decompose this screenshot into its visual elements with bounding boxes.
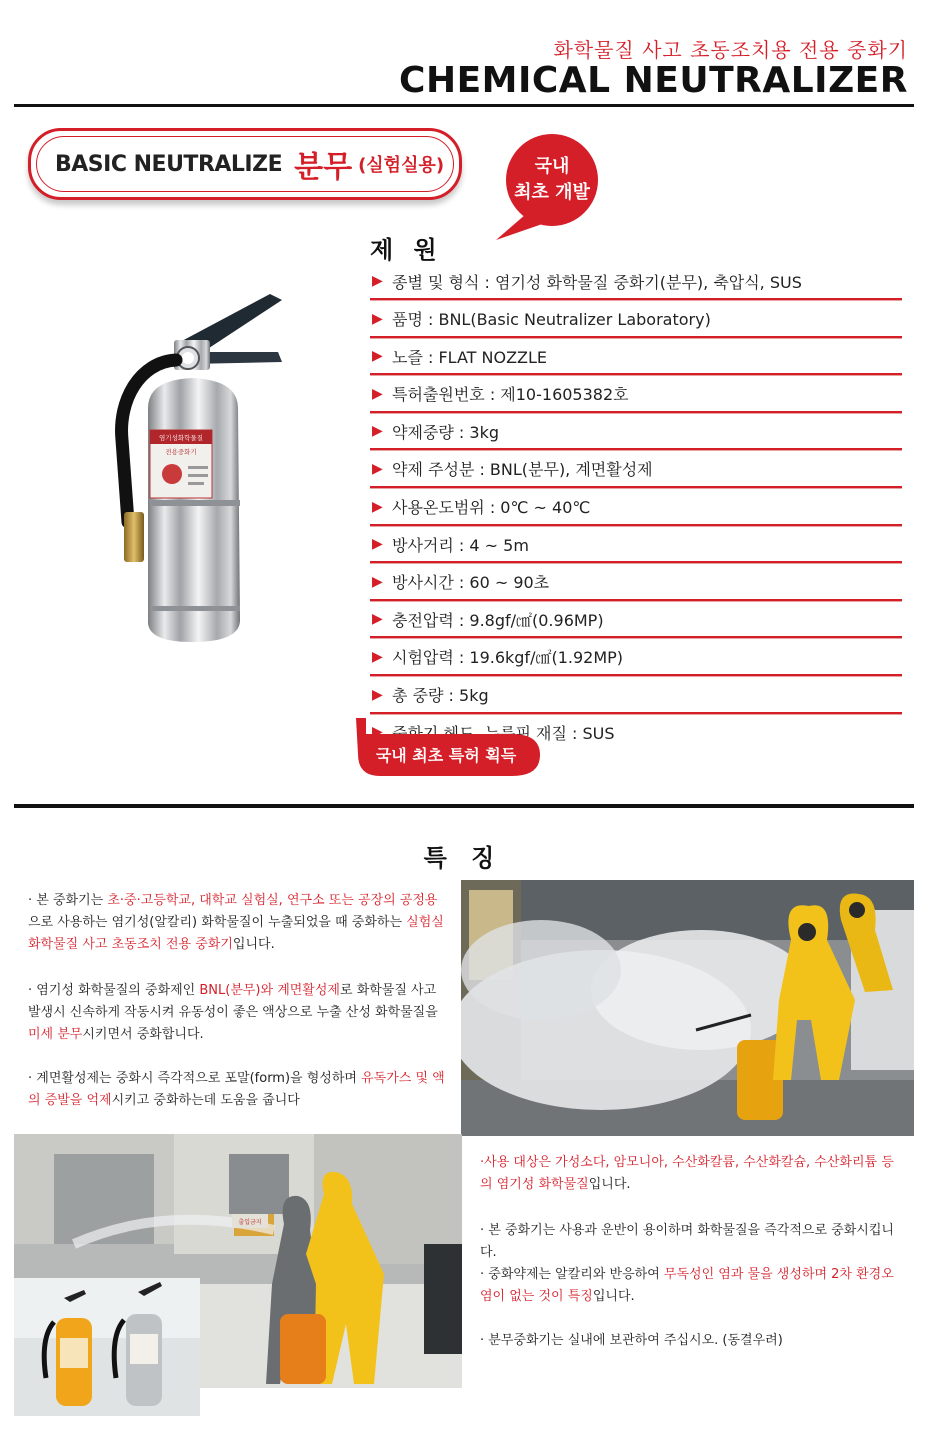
patent-ribbon-text: 국내 최초 특허 획득	[375, 746, 517, 765]
bullet-triangle-icon: ▶	[372, 348, 383, 365]
label-line1: 염기성화학물질	[159, 434, 203, 442]
spec-text: 약제중량 : 3kg	[392, 422, 499, 442]
spec-text: 품명 : BNL(Basic Neutralizer Laboratory)	[392, 310, 711, 330]
spec-heading: 제 원	[370, 236, 443, 264]
bullet-triangle-icon: ▶	[372, 648, 383, 665]
extinguisher-image	[110, 290, 290, 670]
spec-row	[370, 377, 902, 413]
spec-text: 사용온도범위 : 0℃ ~ 40℃	[392, 498, 591, 518]
spec-row	[370, 640, 902, 676]
spec-list	[370, 264, 902, 751]
feature-paragraph-3: · 계면활성제는 중화시 즉각적으로 포말(form)을 형성하며 유독가스 및 액의 증발을 억제시키고 중화하는데 도움을 줍니다	[28, 1071, 445, 1108]
spec-row	[370, 452, 902, 488]
bubble-line2: 최초 개발	[514, 182, 590, 203]
demo-photo-1	[461, 880, 914, 1136]
feature-paragraph-1: · 본 중화기는 초·중·고등학교, 대학교 실험실, 연구소 또는 공장의 공정용으로 사용하는 염기성(알칼리) 화학물질이 누출되었을 때 중화하는 실험실 화학물질 사고 초동조치 전용 중화기입니다.	[28, 893, 444, 952]
badge-paren: (실험실용)	[358, 155, 445, 176]
bullet-triangle-icon: ▶	[372, 273, 383, 289]
bullet-triangle-icon: ▶	[372, 460, 383, 477]
bullet-triangle-icon: ▶	[372, 724, 383, 741]
first-developed-bubble	[496, 134, 608, 242]
bullet-triangle-icon: ▶	[372, 573, 383, 590]
header-subtitle: 화학물질 사고 초동조치용 전용 중화기	[553, 38, 908, 62]
badge-korean: 분무	[294, 150, 353, 185]
spec-row	[370, 678, 902, 714]
spec-text: 방사시간 : 60 ~ 90초	[392, 573, 550, 593]
feature-paragraph-5: · 본 중화기는 사용과 운반이 용이하며 화학물질을 즉각적으로 중화시킵니다.	[480, 1223, 894, 1260]
bullet-triangle-icon: ▶	[372, 686, 383, 703]
header-title: CHEMICAL NEUTRALIZER	[399, 60, 908, 101]
warning-sign: 출입금지	[238, 1219, 262, 1226]
spec-text: 종별 및 형식 : 염기성 화학물질 중화기(분무), 축압식, SUS	[392, 272, 802, 292]
label-line2: 전용중화기	[165, 448, 197, 456]
bullet-triangle-icon: ▶	[372, 536, 383, 553]
spec-text: 특허출원번호 : 제10-1605382호	[392, 385, 629, 405]
section-divider	[14, 804, 914, 808]
spec-row	[370, 527, 902, 563]
spec-text: 약제 주성분 : BNL(분무), 계면활성제	[392, 460, 653, 480]
spec-row	[370, 602, 902, 638]
bullet-triangle-icon: ▶	[372, 611, 383, 628]
bullet-triangle-icon: ▶	[372, 310, 383, 327]
product-photo	[14, 1278, 200, 1416]
header-divider	[14, 104, 914, 107]
spec-row	[370, 565, 902, 601]
spec-text: 총 중량 : 5kg	[392, 686, 489, 706]
product-badge	[28, 128, 462, 200]
badge-english: BASIC NEUTRALIZE	[55, 151, 283, 177]
bullet-triangle-icon: ▶	[372, 385, 383, 402]
feature-paragraph-6: · 중화약제는 알칼리와 반응하여 무독성인 염과 물을 생성하며 2차 환경오염이 없는 것이 특징입니다.	[480, 1267, 894, 1304]
spec-row	[370, 490, 902, 526]
feature-paragraph-4: ·사용 대상은 가성소다, 암모니아, 수산화칼륨, 수산화칼슘, 수산화리튬 등의 염기성 화학물질입니다.	[480, 1155, 894, 1192]
spec-text: 방사거리 : 4 ~ 5m	[392, 535, 529, 555]
feature-paragraph-7: · 분무중화기는 실내에 보관하여 주십시오. (동결우려)	[480, 1333, 783, 1348]
bubble-line1: 국내	[534, 156, 570, 177]
spec-row	[370, 302, 902, 338]
feature-paragraph-2: · 염기성 화학물질의 중화제인 BNL(분무)와 계면활성제로 화학물질 사고 발생시 신속하게 작동시켜 유동성이 좋은 액상으로 누출 산성 화학물질을 미세 분무시키면서 중화합니다.	[28, 983, 438, 1042]
spec-text: 중화기 헤드, 누름핀 재질 : SUS	[392, 723, 615, 743]
spec-row	[370, 414, 902, 450]
features-heading: 특 징	[423, 844, 503, 872]
spec-row	[370, 339, 902, 375]
patent-ribbon	[356, 718, 542, 776]
bullet-triangle-icon: ▶	[372, 423, 383, 440]
bullet-triangle-icon: ▶	[372, 498, 383, 515]
spec-text: 충전압력 : 9.8gf/㎠(0.96MP)	[392, 610, 604, 630]
spec-text: 시험압력 : 19.6kgf/㎠(1.92MP)	[392, 648, 624, 668]
spec-row	[370, 264, 902, 300]
spec-text: 노즐 : FLAT NOZZLE	[392, 347, 548, 367]
